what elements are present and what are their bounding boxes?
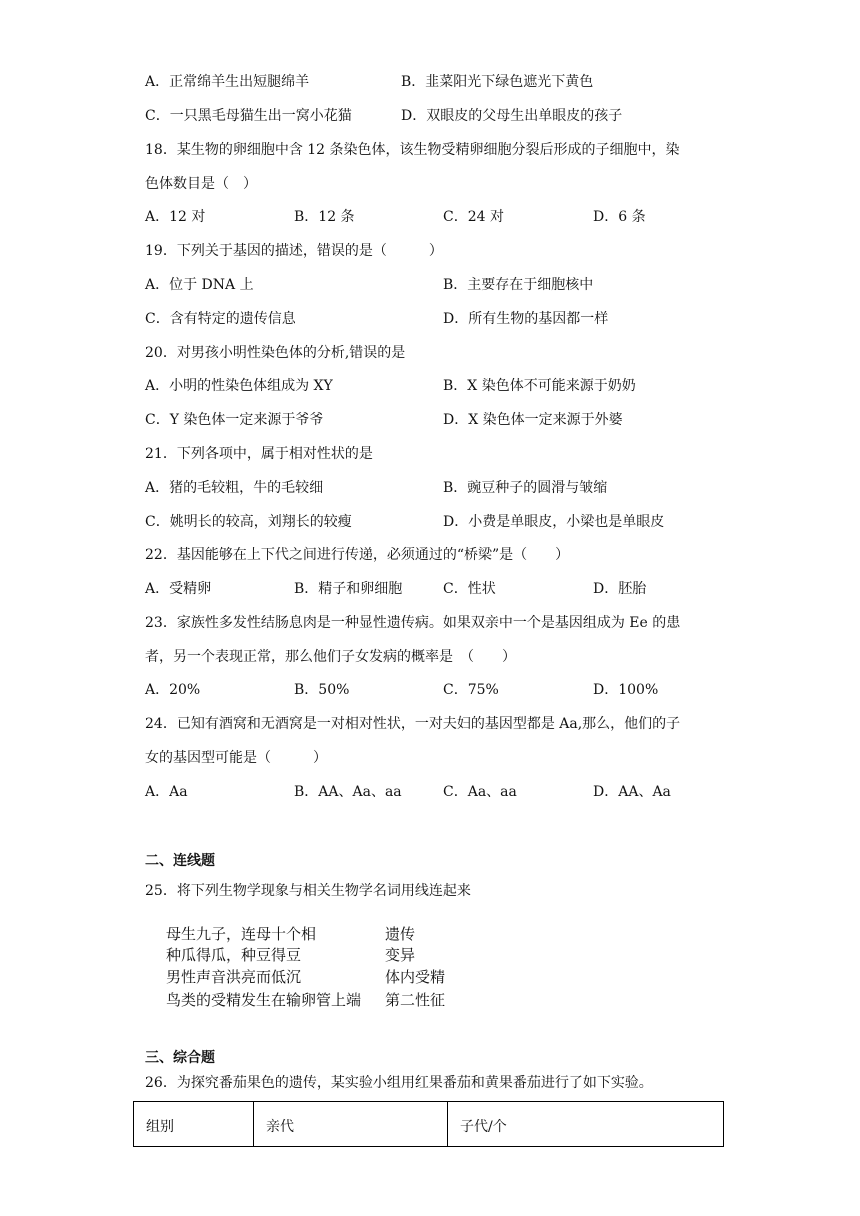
q26-stem: 26．为探究番茄果色的遗传，某实验小组用红果番茄和黄果番茄进行了如下实验。 [145,1075,653,1091]
match-right-item: 遗传 [385,925,416,943]
q22-option-d: D．胚胎 [593,581,647,597]
q18-option-c: C．24 对 [443,209,504,225]
q17-option-d: D．双眼皮的父母生出单眼皮的孩子 [401,108,623,124]
match-right-item: 第二性征 [385,991,446,1009]
match-left-item: 鸟类的受精发生在输卵管上端 [166,991,362,1009]
q24-option-c: C．Aa、aa [443,784,517,800]
table-header-row [134,1102,724,1147]
q20-option-b: B．X 染色体不可能来源于奶奶 [443,378,636,394]
q23-stem-line1: 23．家族性多发性结肠息肉是一种显性遗传病。如果双亲中一个是基因组成为 Ee 的患 [145,615,681,631]
q21-option-d: D．小费是单眼皮，小梁也是单眼皮 [443,514,665,530]
section-3-title: 三、综合题 [145,1050,215,1066]
q17-option-c: C．一只黑毛母猫生出一窝小花猫 [145,108,352,124]
q24-option-b: B．AA、Aa、aa [294,784,402,800]
q19-option-a: A．位于 DNA 上 [145,277,254,293]
q23-option-a: A．20% [145,682,201,698]
q22-stem: 22．基因能够在上下代之间进行传递，必须通过的“桥梁”是（ ） [145,547,570,563]
q21-option-b: B．豌豆种子的圆滑与皱缩 [443,480,608,496]
experiment-table [133,1101,724,1147]
q19-stem: 19．下列关于基因的描述，错误的是（ ） [145,243,443,259]
q20-option-c: C．Y 染色体一定来源于爷爷 [145,412,324,428]
match-right-item: 变异 [385,946,416,964]
q20-option-a: A．小明的性染色体组成为 XY [145,378,333,394]
match-left-item: 种瓜得瓜，种豆得豆 [166,946,302,964]
q25-stem: 25．将下列生物学现象与相关生物学名词用线连起来 [145,883,471,899]
section-2-title: 二、连线题 [145,853,215,869]
q23-stem-line2: 者，另一个表现正常，那么他们子女发病的概率是 （ ） [145,649,516,665]
match-left-item: 男性声音洪亮而低沉 [166,968,302,986]
match-right-item: 体内受精 [385,968,446,986]
match-left-item: 母生九子，连母十个相 [166,925,317,943]
q22-option-c: C．性状 [443,581,496,597]
q20-stem: 20．对男孩小明性染色体的分析,错误的是 [145,345,406,361]
q17-option-b: B．韭菜阳光下绿色遮光下黄色 [401,74,594,90]
q22-option-b: B．精子和卵细胞 [294,581,403,597]
q24-stem-line1: 24．已知有酒窝和无酒窝是一对相对性状，一对夫妇的基因型都是 Aa,那么，他们的子 [145,716,681,732]
q21-stem: 21．下列各项中，属于相对性状的是 [145,446,373,462]
q20-option-d: D．X 染色体一定来源于外婆 [443,412,623,428]
table-header-cell: 亲代 [254,1102,448,1147]
q21-option-a: A．猪的毛较粗，牛的毛较细 [145,480,324,496]
q24-stem-line2: 女的基因型可能是（ ） [145,750,327,766]
q19-option-b: B．主要存在于细胞核中 [443,277,594,293]
q18-stem-line2: 色体数目是（ ） [145,176,257,192]
q23-option-b: B．50% [294,682,350,698]
table-header-cell: 子代/个 [448,1102,724,1147]
q22-option-a: A．受精卵 [145,581,212,597]
q21-option-c: C．姚明长的较高，刘翔长的较瘦 [145,514,352,530]
q24-option-d: D．AA、Aa [593,784,671,800]
q19-option-c: C．含有特定的遗传信息 [145,311,296,327]
q19-option-d: D．所有生物的基因都一样 [443,311,609,327]
q18-option-b: B．12 条 [294,209,355,225]
q17-option-a: A．正常绵羊生出短腿绵羊 [145,74,310,90]
q24-option-a: A．Aa [145,784,188,800]
q18-option-a: A．12 对 [145,209,206,225]
table-header-cell: 组别 [134,1102,254,1147]
q23-option-c: C．75% [443,682,499,698]
q23-option-d: D．100% [593,682,659,698]
q18-stem-line1: 18．某生物的卵细胞中含 12 条染色体，该生物受精卵细胞分裂后形成的子细胞中，染 [145,142,680,158]
q18-option-d: D．6 条 [593,209,646,225]
